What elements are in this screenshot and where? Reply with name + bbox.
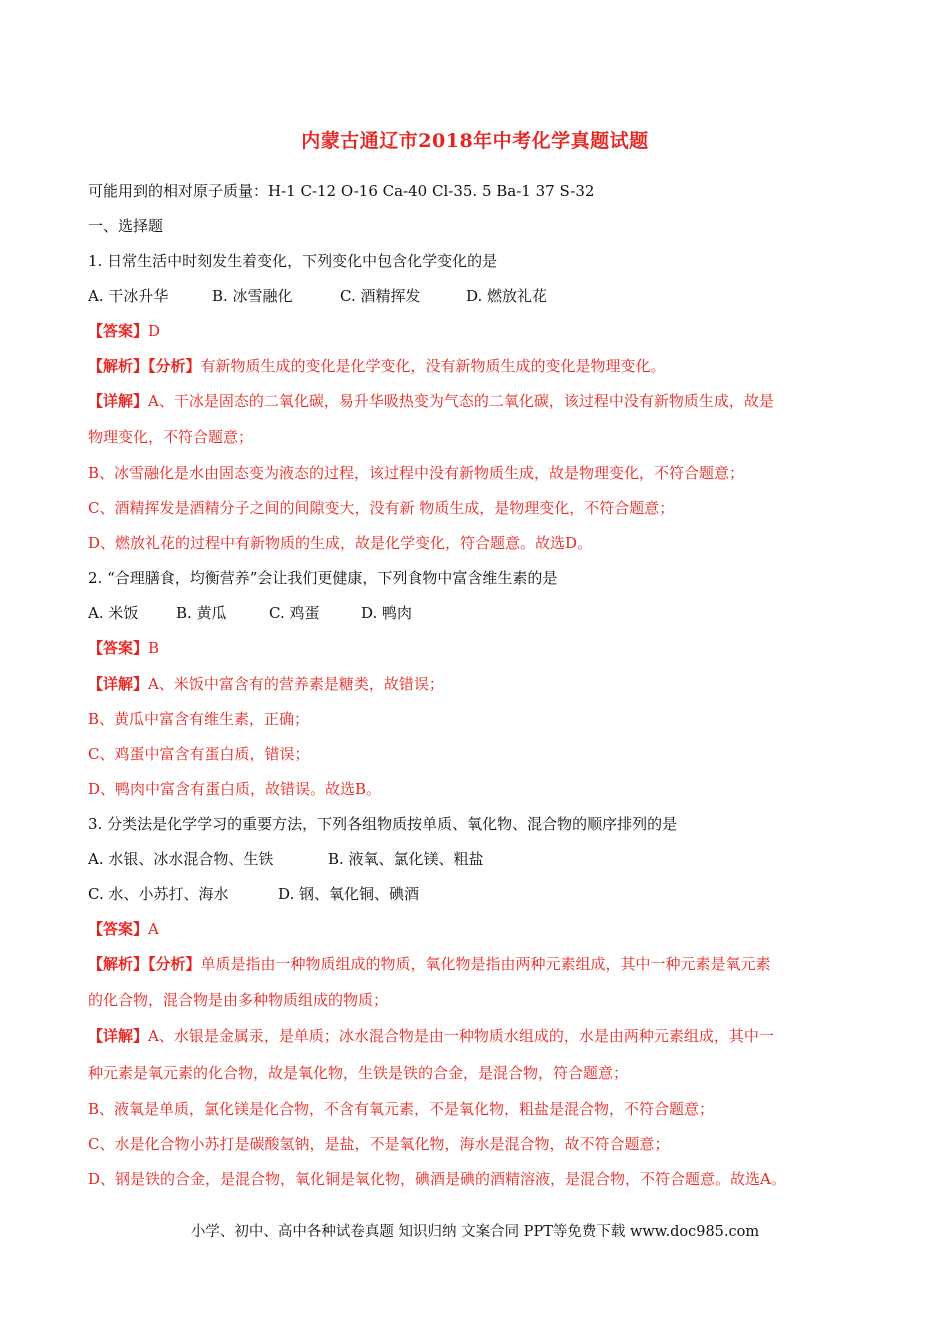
q3-detail-3: C、水是化合物小苏打是碳酸氢钠，是盐，不是氧化物，海水是混合物，故不符合题意； [88,1135,670,1153]
page-title: 内蒙古通辽市2018年中考化学真题试题 [301,130,649,152]
q2-option-a: A. 米饭 [88,604,139,622]
detail-text: A、水银是金属汞，是单质；冰水混合物是由一种物质水组成的，水是由两种元素组成，其中一 [148,1027,774,1045]
analysis-tag: 【解析】【分析】 [88,955,201,973]
q3-option-a: A. 水银、冰水混合物、生铁 [88,850,274,868]
q3-options-row2 [88,884,419,904]
q3-detail-4: D、钢是铁的合金，是混合物，氧化铜是氧化物，碘酒是碘的酒精溶液，是混合物，不符合题意。故选A。 [88,1170,786,1188]
detail-tag: 【详解】 [88,392,149,410]
analysis-text: 单质是指由一种物质组成的物质，氧化物是指由两种元素组成，其中一种元素是氧元素 [200,955,771,973]
q2-option-b: B. 黄瓜 [176,604,227,622]
q3-options-row1 [88,849,484,869]
answer-value: B [148,639,160,657]
q3-analysis [88,954,771,974]
q2-detail-2: B、黄瓜中富含有维生素，正确； [88,710,310,728]
q1-detail-4: D、燃放礼花的过程中有新物质的生成，故是化学变化，符合题意。故选D。 [88,534,593,552]
q3-detail-1-cont: 种元素是氧元素的化合物，故是氧化物，生铁是铁的合金，是混合物，符合题意； [88,1064,629,1082]
detail-text: A、干冰是固态的二氧化碳，易升华吸热变为气态的二氧化碳，该过程中没有新物质生成，故是 [148,392,774,410]
q2-detail-4: D、鸭肉中富含有蛋白质，故错误。故选B。 [88,780,382,798]
answer-value: A [148,920,159,938]
q3-option-b: B. 液氧、氯化镁、粗盐 [328,850,484,868]
q1-option-c: C. 酒精挥发 [340,287,421,305]
q2-detail-3: C、鸡蛋中富含有蛋白质，错误； [88,745,310,763]
q2-stem: 2. “合理膳食，均衡营养”会让我们更健康，下列食物中富含维生素的是 [88,569,558,587]
section-heading: 一、选择题 [88,217,164,235]
detail-tag: 【详解】 [88,1027,149,1045]
q3-analysis-cont: 的化合物，混合物是由多种物质组成的物质； [88,991,389,1009]
answer-tag: 【答案】 [88,322,149,340]
q2-detail-1 [88,674,444,694]
q3-option-c: C. 水、小苏打、海水 [88,885,229,903]
q1-detail-2: B、冰雪融化是水由固态变为液态的过程，该过程中没有新物质生成，故是物理变化，不符合题意； [88,464,745,482]
q1-option-a: A. 干冰升华 [88,287,169,305]
q3-detail-1 [88,1026,774,1046]
q1-detail-1-cont: 物理变化，不符合题意； [88,428,254,446]
detail-text: A、米饭中富含有的营养素是糖类，故错误； [148,675,444,693]
q3-detail-2: B、液氧是单质，氯化镁是化合物，不含有氧元素，不是氧化物，粗盐是混合物，不符合题意； [88,1100,715,1118]
q1-stem: 1. 日常生活中时刻发生着变化，下列变化中包含化学变化的是 [88,252,498,270]
q1-options [88,286,547,306]
atomic-mass-line: 可能用到的相对原子质量：H-1 C-12 O-16 Ca-40 Cl-35. 5 Ba-1 37 S-32 [88,182,595,200]
q3-option-d: D. 钢、氧化铜、碘酒 [278,885,420,903]
q1-answer [88,321,160,341]
q3-stem: 3. 分类法是化学学习的重要方法，下列各组物质按单质、氧化物、混合物的顺序排列的是 [88,815,678,833]
analysis-text: 有新物质生成的变化是化学变化，没有新物质生成的变化是物理变化。 [200,357,666,375]
q1-analysis [88,356,666,376]
detail-tag: 【详解】 [88,675,149,693]
q2-option-d: D. 鸭肉 [361,604,413,622]
q3-answer [88,919,159,939]
answer-value: D [148,322,161,340]
q1-detail-3: C、酒精挥发是酒精分子之间的间隙变大，没有新 物质生成，是物理变化，不符合题意； [88,499,675,517]
q2-answer [88,638,159,658]
answer-tag: 【答案】 [88,920,149,938]
q1-option-d: D. 燃放礼花 [466,287,548,305]
page-footer: 小学、初中、高中各种试卷真题 知识归纳 文案合同 PPT等免费下载 www.doc985.com [190,1224,760,1240]
q1-option-b: B. 冰雪融化 [212,287,293,305]
analysis-tag: 【解析】【分析】 [88,357,201,375]
q2-option-c: C. 鸡蛋 [269,604,320,622]
answer-tag: 【答案】 [88,639,149,657]
q1-detail-1 [88,391,774,411]
q2-options [88,603,412,623]
